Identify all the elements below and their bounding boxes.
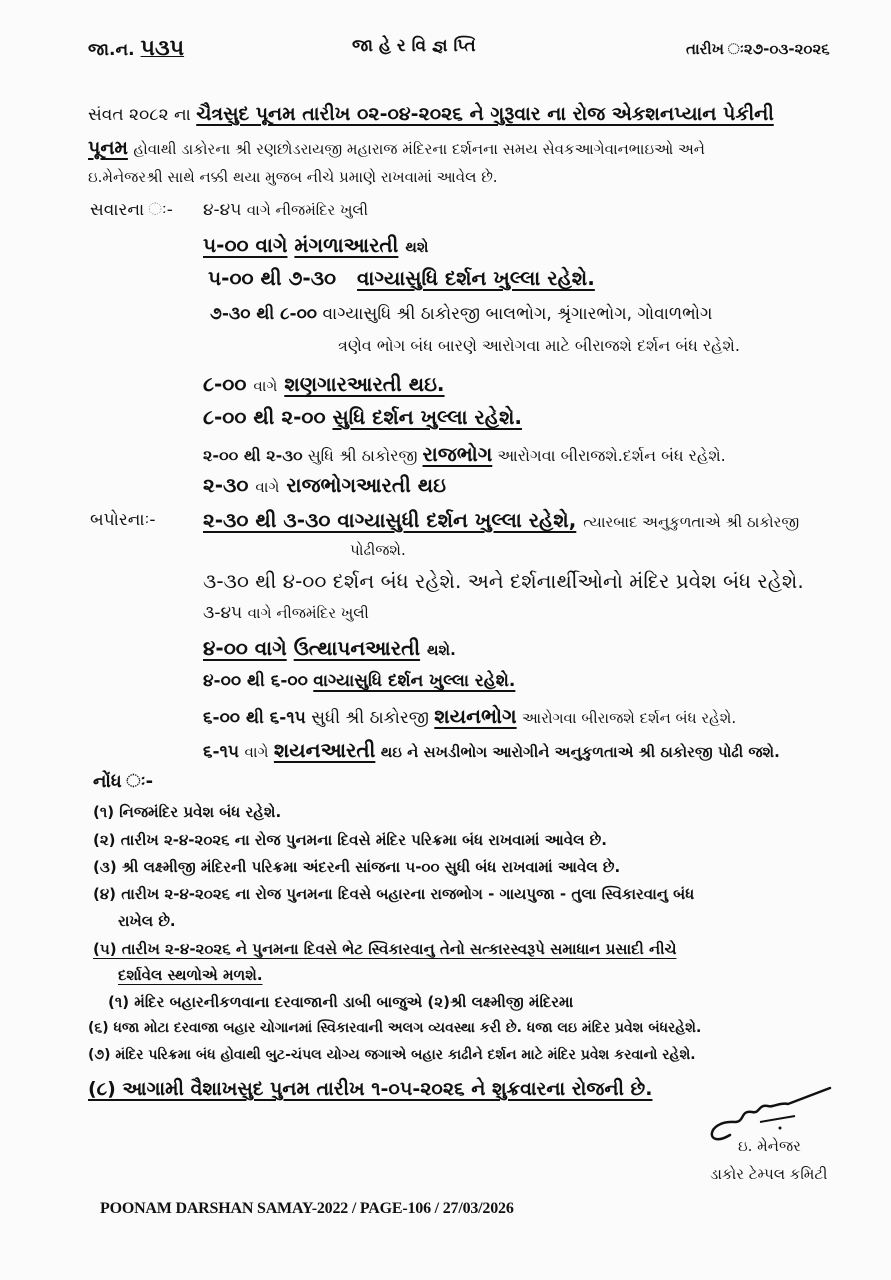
row-time: ૭-૩૦ થી ૮-૦૦	[210, 304, 318, 324]
intro-line-3: ઇ.મેનેજરશ્રી સાથે નક્કી થયા મુજબ નીચે પ્રમાણે રાખવામાં આવેલ છે.	[88, 168, 498, 186]
notice-date: તારીખ ઃ૨૭-૦૩-૨૦૨૬	[686, 40, 830, 58]
row-highlight: શણગારઆરતી થઇ.	[284, 372, 445, 396]
schedule-row	[203, 442, 726, 466]
row-text: થશે.	[427, 641, 456, 659]
row-text-after: થઇ ને સખડીભોગ આરોગીને અનુકુળતાએ શ્રી ઠાકોરજી પોઢી જશે.	[380, 743, 780, 761]
intro-line-2-text: હોવાથી ડાકોરના શ્રી રણછોડરાયજી મહારાજ મંદિરના દર્શનના સમય સેવકઆગેવાનભાઇઓ અને	[133, 140, 705, 158]
notes-heading: નોંધ ઃ-	[93, 771, 154, 792]
row-highlight: મંગળાઆરતી	[294, 233, 399, 257]
intro-line-2	[88, 137, 705, 159]
document-footer: POONAM DARSHAN SAMAY-2022 / PAGE-106 / 27/03/2026	[100, 1200, 514, 1217]
row-text: વાગે	[253, 377, 278, 395]
row-text: વાગે	[255, 478, 280, 496]
row-text: ત્યારબાદ અનુકુળતાએ શ્રી ઠાકોરજી	[583, 513, 800, 531]
row-highlight: વાગ્યાસુધિ દર્શન ખુલ્લા રહેશે.	[357, 266, 595, 290]
row-text: વાગે નીજમંદિર ખુલી	[247, 604, 369, 622]
row-highlight: રાજભોગઆરતી થઇ	[286, 473, 447, 497]
row-time: ૩-૪૫	[203, 603, 243, 623]
schedule-row	[203, 200, 368, 220]
signatory-organization: ડાકોર ટેમ્પલ કમિટી	[710, 1165, 828, 1183]
intro-poonam: પૂનમ	[88, 137, 128, 159]
row-time: ૪-૦૦ થી ૬-૦૦	[203, 671, 308, 691]
row-text: સુધિ શ્રી ઠાકોરજી	[307, 446, 418, 465]
note-item: (૪) તારીખ ૨-૪-૨૦૨૬ ના રોજ પુનમના દિવસે બહારના રાજભોગ - ગાયપુજા - તુલા સ્વિકારવાનુ બંધ	[93, 885, 695, 903]
note-item: (૩) શ્રી લક્ષ્મીજી મંદિરની પરિક્રમા અંદરની સાંજના ૫-૦૦ સુધી બંધ રાખવામાં આવેલ છે.	[93, 858, 621, 876]
schedule-row	[203, 233, 428, 257]
row-text: વાગે નીજમંદિર ખુલી	[246, 201, 369, 219]
schedule-row	[203, 473, 446, 497]
afternoon-label: બપોરનાઃ-	[90, 510, 156, 530]
row-highlight: રાજભોગ	[422, 442, 493, 466]
reference-value: ૫૩૫	[140, 36, 185, 61]
note-item: (૨) તારીખ ૨-૪-૨૦૨૬ ના રોજ પુનમના દિવસે મંદિર પરિક્રમા બંધ રાખવામાં આવેલ છે.	[93, 831, 607, 849]
schedule-row: ૩-૩૦ થી ૪-૦૦ દર્શન બંધ રહેશે. અને દર્શનાર્થીઓનો મંદિર પ્રવેશ બંધ રહેશે.	[203, 569, 804, 593]
schedule-row	[203, 508, 799, 532]
signatory-title: ઇ. મેનેજર	[738, 1137, 801, 1155]
row-highlight: સુધિ દર્શન ખુલ્લા રહેશે.	[332, 405, 523, 429]
row-time: ૫-૦૦ થી ૭-૩૦	[208, 266, 337, 290]
row-highlight: ૨-૩૦ થી ૩-૩૦ વાગ્યાસુધી દર્શન ખુલ્લા રહેશે,	[203, 508, 577, 532]
schedule-row	[203, 704, 736, 728]
morning-label: સવારના ઃ-	[90, 200, 173, 220]
note-item-continuation: દર્શાવેલ સ્થળોએ મળશે.	[118, 966, 263, 984]
row-highlight: ઉત્થાપનઆરતી	[293, 636, 421, 660]
schedule-row	[210, 304, 712, 324]
row-text: સુધી શ્રી ઠાકોરજી	[311, 708, 429, 728]
row-time: ૫-૦૦ વાગે	[203, 233, 288, 257]
intro-highlight: ચૈત્રસુદ પૂનમ તારીખ ૦૨-૦૪-૨૦૨૬ ને ગુરૂવાર ના રોજ એકશનપ્યાન પેકીની	[196, 103, 774, 125]
row-text-after: આરોગવા બીરાજશે દર્શન બંધ રહેશે.	[522, 709, 737, 727]
note-item: (૭) મંદિર પરિક્રમા બંધ હોવાથી બુટ-ચંપલ યોગ્ય જગાએ બહાર કાઢીને દર્શન માટે મંદિર પ્રવેશ કરવાનો રહેશે.	[88, 1047, 696, 1063]
row-time: ૪-૪૫	[203, 200, 242, 220]
schedule-row	[203, 405, 522, 429]
reference-number	[88, 36, 184, 61]
row-highlight: શયનઆરતી	[273, 738, 376, 762]
row-text: વાગે	[244, 743, 269, 761]
intro-prefix: સંવત ૨૦૮૨ ના	[88, 105, 191, 125]
note-item: (૧) નિજમંદિર પ્રવેશ બંધ રહેશે.	[93, 803, 282, 821]
row-text: થશે	[405, 238, 429, 256]
row-time: ૮-૦૦ થી ૨-૦૦	[203, 405, 326, 429]
schedule-row-continuation: પોઢીજશે.	[350, 541, 406, 559]
schedule-row	[203, 603, 369, 623]
note-item-upcoming-poonam: (૮) આગામી વૈશાખસુદ પુનમ તારીખ ૧-૦૫-૨૦૨૬ ને શુક્રવારના રોજની છે.	[88, 1078, 653, 1100]
row-time: ૬-૦૦ થી ૬-૧૫	[203, 708, 306, 728]
row-time: ૨-૩૦	[203, 473, 249, 497]
note-item: (૫) તારીખ ૨-૪-૨૦૨૬ ને પુનમના દિવસે ભેટ સ્વિકારવાનુ તેનો સત્કારસ્વરૂપે સમાધાન પ્રસાદી નીચે	[93, 940, 677, 958]
row-time: ૮-૦૦	[203, 372, 247, 396]
note-sub-item: (૧) મંદિર બહારનીકળવાના દરવાજાની ડાબી બાજુએ (૨)શ્રી લક્ષ્મીજી મંદિરમા	[108, 993, 574, 1011]
row-highlight: વાગ્યાસુધિ દર્શન ખુલ્લા રહેશે.	[313, 671, 516, 691]
schedule-row	[203, 372, 445, 396]
row-time: ૬-૧૫	[203, 742, 240, 762]
row-text-after: આરોગવા બીરાજશે.દર્શન બંધ રહેશે.	[497, 446, 726, 465]
schedule-row-continuation: ત્રણેવ ભોગ બંધ બારણે આરોગવા માટે બીરાજશે દર્શન બંધ રહેશે.	[338, 336, 740, 355]
schedule-row	[203, 671, 515, 691]
row-time: ૨-૦૦ થી ૨-૩૦	[203, 446, 303, 465]
reference-label: જા.ન.	[88, 40, 135, 60]
note-item-continuation: રાખેલ છે.	[118, 912, 176, 930]
schedule-row	[203, 738, 780, 762]
page-title: જા હે ર વિ જ્ઞ પ્તિ	[352, 36, 476, 56]
intro-line-1	[88, 103, 774, 125]
note-item: (૬) ધજા મોટા દરવાજા બહાર ચોગાનમાં સ્વિકારવાની અલગ વ્યવસ્થા કરી છે. ધજા લઇ મંદિર પ્રવેશ બંધરહેશે.	[88, 1020, 702, 1036]
row-text: વાગ્યાસુધિ શ્રી ઠાકોરજી બાલભોગ, શ્રૃંગારભોગ, ગોવાળભોગ	[322, 304, 713, 324]
row-time: ૪-૦૦ વાગે	[203, 636, 287, 660]
row-highlight: શયનભોગ	[434, 704, 517, 728]
schedule-row	[203, 636, 456, 660]
schedule-row	[208, 266, 595, 290]
